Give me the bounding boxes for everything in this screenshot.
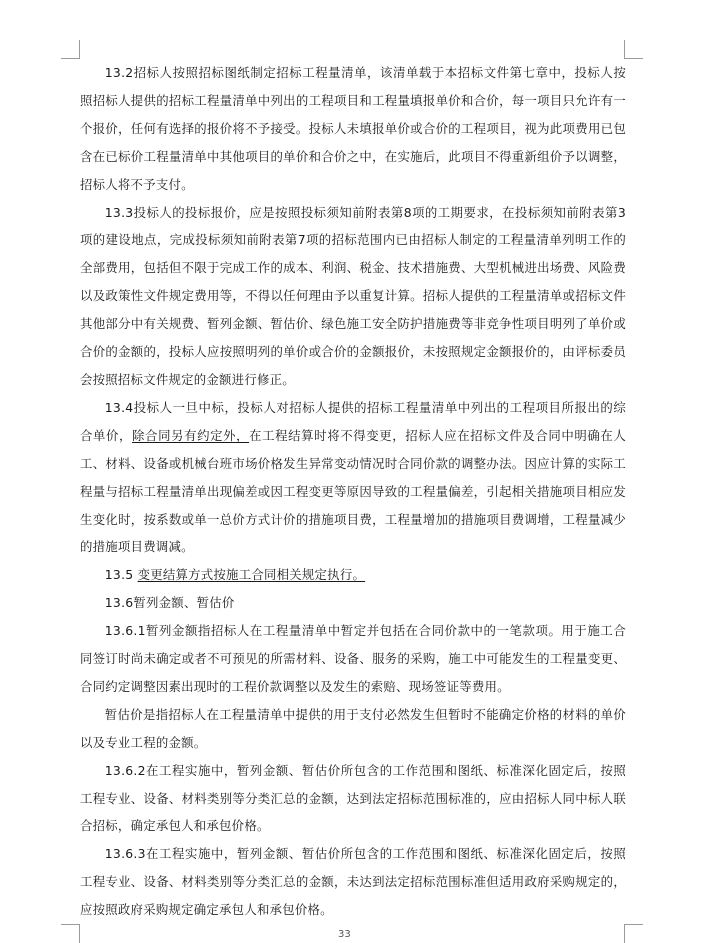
paragraph-provisional-price-definition[interactable]: 暂估价是指招标人在工程量清单中提供的用于支付必然发生但暂时不能确定价格的材料的单价以及专业工程的金额。 xyxy=(80,706,626,750)
paragraph-13-3[interactable]: 13.3投标人的投标报价，应是按照投标须知前附表第8项的工期要求，在投标须知前附表第3项的建设地点，完成投标须知前附表第7项的招标范围内已由招标人制定的工程量清单列明工作的全部费用，包括但不限于完成工作的成本、利润、税金、技术措施费、大型机械进出场费、风险费以及政策性文件规定费用等，不得以任何理由予以重复计算。招标人提供的工程量清单或招标文件其他部分中有关规费、暂列金额、暂估价、绿色施工安全防护措施费等非竞争性项目明列了单价或合价的金额的，投标人应按照明列的单价或合价的金额报价，未按照规定金额报价的，由评标委员会按照招标文件规定的金额进行修正。 xyxy=(80,204,626,387)
paragraph-13-5[interactable] xyxy=(80,561,626,589)
paragraph-13-6-2[interactable]: 13.6.2在工程实施中，暂列金额、暂估价所包含的工作范围和图纸、标准深化固定后，按照工程专业、设备、材料类别等分类汇总的金额，达到法定招标范围标准的，应由招标人同中标人联合招标，确定承包人和承包价格。 xyxy=(80,762,626,834)
page-number: 33 xyxy=(338,929,351,940)
paragraph-13-4[interactable] xyxy=(80,394,626,561)
paragraph-13-4-lead: 13.4投标人一旦中标，投标人对招标人提供的招标工程量清单中列出的工程项目所报出的综合单价， xyxy=(80,399,626,443)
paragraph-13-5-number: 13.5 xyxy=(104,567,138,583)
paragraph-13-6-1[interactable]: 13.6.1暂列金额指招标人在工程量清单中暂定并包括在合同价款中的一笔款项。用于施工合同签订时尚未确定或者不可预见的所需材料、设备、服务的采购，施工中可能发生的工程量变更、合同约定调整因素出现时的工程价款调整以及发生的索赔、现场签证等费用。 xyxy=(80,623,626,694)
paragraph-13-5-underlined-text: 变更结算方式按施工合同相关规定执行。 xyxy=(137,567,366,583)
margin-corner-mark-bottom-right xyxy=(624,924,643,943)
paragraph-13-2[interactable]: 13.2招标人按照招标图纸制定招标工程量清单，该清单载于本招标文件第七章中，投标人按照招标人提供的招标工程量清单中列出的工程项目和工程量填报单价和合价，每一项目只允许有一个报价，任何有选择的报价将不予接受。投标人未填报单价或合价的工程项目，视为此项费用已包含在已标价工程量清单中其他项目的单价和合价之中，在实施后，此项目不得重新组价予以调整，招标人将不予支付。 xyxy=(80,65,626,192)
paragraph-13-6-3[interactable]: 13.6.3在工程实施中，暂列金额、暂估价所包含的工作范围和图纸、标准深化固定后，按照工程专业、设备、材料类别等分类汇总的金额，未达到法定招标范围标准但适用政府采购规定的，应按照政府采购规定确定承包人和承包价格。 xyxy=(80,846,626,918)
section-heading-13-6[interactable]: 13.6暂列金额、暂估价 xyxy=(104,595,235,611)
margin-corner-mark-top-left xyxy=(61,40,80,59)
margin-corner-mark-bottom-left xyxy=(61,924,80,943)
paragraph-13-4-rest: 在工程结算时将不得变更，招标人应在招标文件及合同中明确在人工、材料、设备或机械台班市场价格发生异常变动情况时合同价款的调整办法。因应计算的实际工程量与招标工程量清单出现偏差或因工程变更等原因导致的工程量偏差，引起相关措施项目相应发生变化时，按系数或单一总价方式计价的措施项目费，工程量增加的措施项目费调增，工程量减少的措施项目费调减。 xyxy=(80,427,627,555)
paragraph-13-4-underlined-clause: 除合同另有约定外， xyxy=(132,427,250,443)
document-body[interactable] xyxy=(80,59,626,924)
margin-corner-mark-top-right xyxy=(624,40,643,59)
